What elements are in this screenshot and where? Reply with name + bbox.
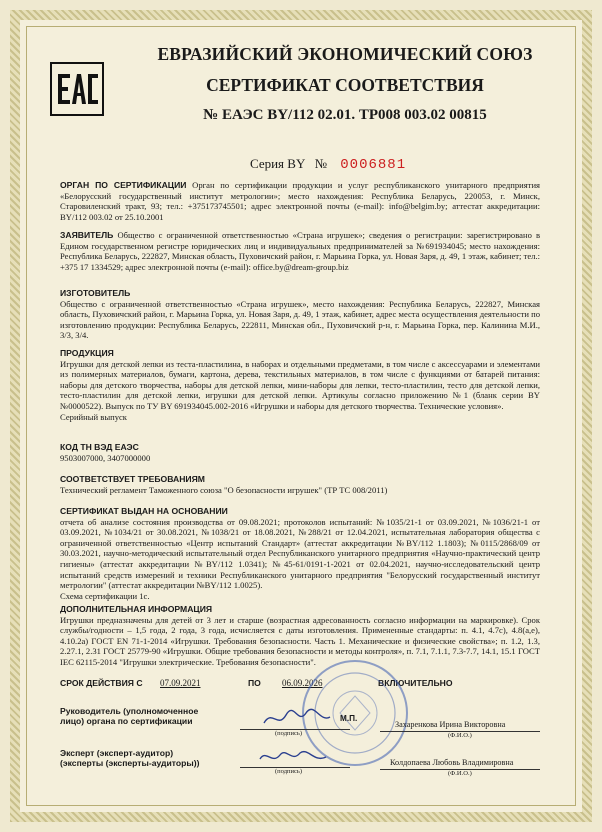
basis-title: СЕРТИФИКАТ ВЫДАН НА ОСНОВАНИИ: [60, 506, 228, 516]
document-type: СЕРТИФИКАТ СООТВЕТСТВИЯ: [206, 75, 484, 95]
union-title: ЕВРАЗИЙСКИЙ ЭКОНОМИЧЕСКИЙ СОЮЗ: [157, 44, 533, 64]
validity-inclusive: ВКЛЮЧИТЕЛЬНО: [378, 678, 453, 688]
requirements-text: Технический регламент Таможенного союза "О безопасности игрушек" (ТР ТС 008/2011): [60, 484, 388, 495]
extra-text: Игрушки предназначены для детей от 3 лет и старше (возрастная адресованность согласно информации на маркировке). Срок службы/годности – 1,5 года, 2 года, 3 года, исчисляется с даты изготовления. Примененные стандарты: п. 4.1, 4.7c), 4.8(a,e), 4.10.2a) ГОСТ EN 71-1-2014 «Игрушки. Требования безопасности. Часть 1. Механические и физические свойства»; п. 1.2, 1.3, 2.27.1, 2.31 ГОСТ 25779-90 «Игрушки. Общие требования безопасности и методы контроля», п. 7.1, 7.1.1, 7.3-7.7, 14.1, 15.1 ГОСТ IEC 62115-2014 "Игрушки электрические. Требования безопасности".: [60, 614, 540, 667]
expert-label-line-2: (эксперты (эксперты-аудиторы)): [60, 758, 200, 768]
organ-title: ОРГАН ПО СЕРТИФИКАЦИИ: [60, 180, 187, 190]
requirements-title: СООТВЕТСТВУЕТ ТРЕБОВАНИЯМ: [60, 474, 205, 484]
expert-name: Колдопаева Любовь Владимировна: [390, 758, 514, 767]
basis-text: отчета об анализе состояния производства от 09.08.2021; протоколов испытаний: №1035/21-1 от 03.09.2021, №1036/21-1 от 03.09.2021, №1034/21 от 30.08.2021, №1038/21 от 18.08.2021, №288/21 от 12.04.2021, испытательная лаборатория общества с ограниченной ответственностью «Центр испытаний Стандарт» (аттестат аккредитации №BY/112 1.1803); №0115/2868/09 от 30.03.2021, научно-методический испытательный отдел Республиканского унитарного предприятия «Научно-практический центр гигиены» (аттестат аккредитации №BY/112 1.0341); №45-61/0191-1-2021 от 02.04.2021, научно-исследовательский центр испытаний средств измерений и техники Республиканского унитарного предприятия "Белорусский государственный институт метрологии" (аттестат аккредитации №BY/112 1.0025).: [60, 516, 540, 591]
validity-from: 07.09.2021: [160, 678, 201, 688]
head-name-caption: (Ф.И.О.): [448, 732, 472, 739]
head-label-line-1: Руководитель (уполномоченное: [60, 706, 199, 716]
basis-scheme: Схема сертификации 1с.: [60, 590, 150, 601]
eac-logo: [50, 62, 104, 116]
expert-label: [60, 748, 199, 768]
tnved-title: КОД ТН ВЭД ЕАЭС: [60, 442, 139, 452]
head-sign-caption: (подпись): [275, 730, 302, 737]
serial-line: [250, 156, 406, 173]
product-issue: Серийный выпуск: [60, 411, 127, 422]
head-name: Захаренкова Ирина Викторовна: [395, 720, 506, 729]
requirements-section: [60, 474, 540, 495]
product-title: ПРОДУКЦИЯ: [60, 348, 114, 358]
head-label-line-2: лицо) органа по сертификации: [60, 716, 193, 726]
serial-label: Серия BY: [250, 156, 305, 171]
expert-sign-caption: (подпись): [275, 768, 302, 775]
organ-section: [60, 180, 540, 222]
product-text: Игрушки для детской лепки из теста-пластилина, в наборах и отдельными предметами, в том числе с аксессуарами и элементами из полимерных материалов, бумаги, картона, дерева, текстильных материалов, в том числе с функциями от батарей питания: наборы для детского творчества, наборы для детской лепки, мини-наборы для лепки, тесто-пластилин, тесто для детской лепки, тесто-пластилин для детской лепки, игрушки для детской лепки. Артикулы согласно приложению №1 (бланк серии BY №0000522). Выпуск по ТУ BY 691934045.002-2016 «Игрушки и наборы для детского творчества. Технические условия».: [60, 358, 540, 411]
extra-title: ДОПОЛНИТЕЛЬНАЯ ИНФОРМАЦИЯ: [60, 604, 213, 614]
head-label: [60, 706, 198, 726]
basis-section: [60, 506, 540, 601]
expert-label-line-1: Эксперт (эксперт-аудитор): [60, 748, 174, 758]
validity-to: 06.09.2026: [282, 678, 323, 688]
serial-number: 0006881: [340, 157, 407, 173]
manufacturer-title: ИЗГОТОВИТЕЛЬ: [60, 288, 131, 298]
validity-label: СРОК ДЕЙСТВИЯ С: [60, 678, 143, 688]
applicant-text: Общество с ограниченной ответственностью «Страна игрушек»; сведения о регистрации: зарегистрировано в Едином государственном регистре юридических лиц и индивидуальных предпринимателей за №691934045; место нахождения: Республика Беларусь, 222827, Минская область, Пуховичский район, г. Марьина Горка, ул. Новая Заря, д. 49, 1 этаж, кабинет; тел.: +375 17 1334529; адрес электронной почты (e-mail): office.by@dream-group.biz: [60, 230, 541, 272]
expert-name-caption: (Ф.И.О.): [448, 770, 472, 777]
tnved-section: [60, 442, 540, 463]
manufacturer-section: [60, 288, 540, 341]
applicant-title: ЗАЯВИТЕЛЬ: [60, 230, 114, 240]
serial-no-sign: №: [314, 156, 328, 171]
product-section: [60, 348, 540, 422]
validity-to-label: ПО: [248, 678, 261, 688]
stamp-label: М.П.: [340, 714, 358, 723]
tnved-text: 9503007000, 3407000000: [60, 452, 151, 463]
certificate-number: № ЕАЭС BY/112 02.01. ТР008 003.02 00815: [203, 107, 487, 123]
organ-text: Орган по сертификации продукции и услуг республиканского унитарного предприятия «Белорусский государственный институт метрологии»; место нахождения: Республика Беларусь, 220053, г. Минск, Старовиленский тракт, 93; тел.: +375173745501; адрес электронной почты (e-mail): info@belgim.by; аттестат аккредитации: BY/112 003.02 от 25.10.2001: [60, 180, 540, 222]
applicant-section: [60, 230, 540, 272]
manufacturer-text: Общество с ограниченной ответственностью «Страна игрушек», место нахождения: Республика Беларусь, 222827, Минская область, Пуховичский район, г. Марьина Горка, ул. Новая Заря, д. 49, 1 этаж, кабинет, адрес места осуществления деятельности по изготовлению продукции: Республика Беларусь, 222811, Минская обл., Пуховичский р-н, г. Марьина Горка, пер. Калинина М.И., 3/3, 3/4.: [60, 298, 540, 341]
